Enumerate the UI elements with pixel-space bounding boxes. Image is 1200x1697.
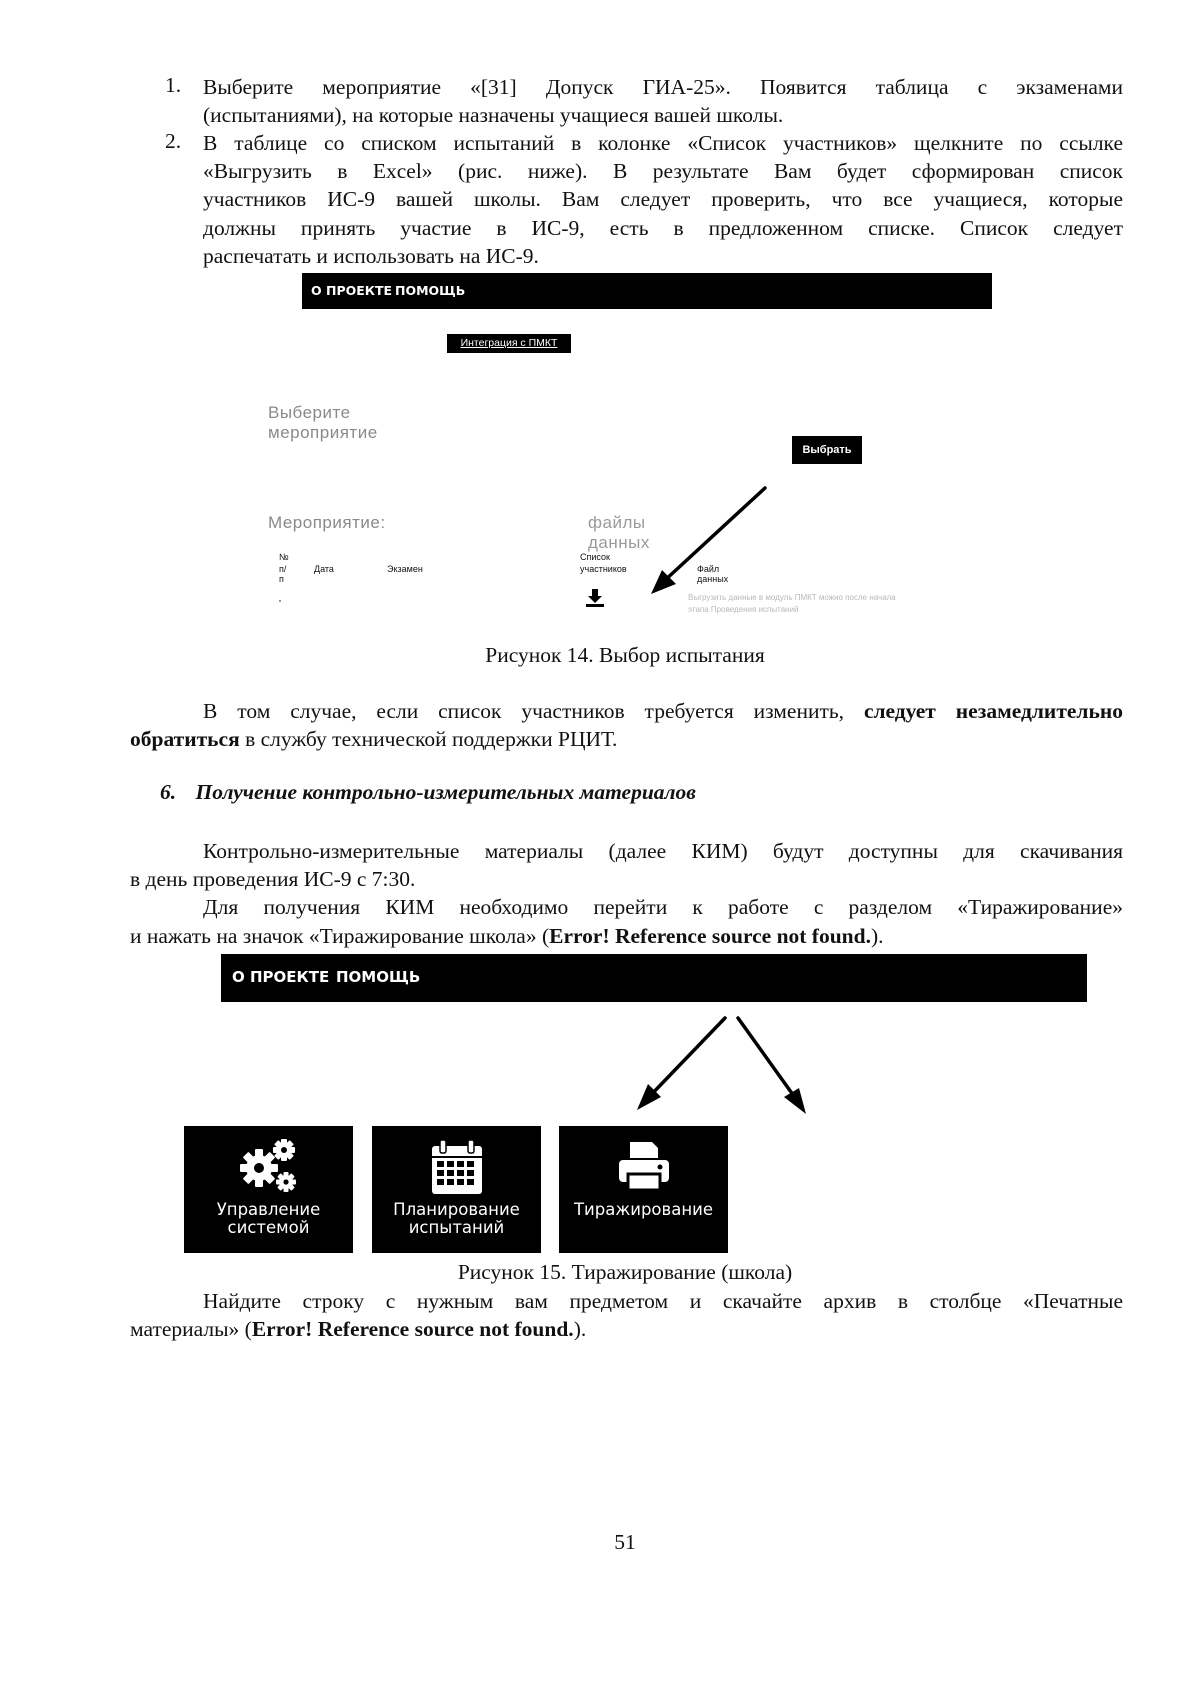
list-item-1-line: (испытаниями), на которые назначены учащиеся вашей школы.: [203, 103, 784, 128]
replication-line-1: Для получения КИМ необходимо перейти к работе с разделом «Тиражирование»: [203, 895, 1123, 920]
col-exam-header: Экзамен: [387, 564, 423, 574]
figure-15-caption: Рисунок 15. Тиражирование (школа): [457, 1260, 793, 1284]
figure-14-caption: Рисунок 14. Выбор испытания: [485, 643, 765, 667]
list-item-2-line: «Выгрузить в Excel» (рис. ниже). В результате Вам будет сформирован список: [203, 159, 1123, 184]
data-file-note-line1: Выгрузить данные в модуль ПМКТ можно после начала: [688, 593, 896, 602]
kim-line: в день проведения ИС-9 с 7:30.: [130, 867, 416, 892]
calendar-icon: [429, 1138, 485, 1196]
tile-label-line2: системой: [227, 1218, 310, 1237]
list-item-2-line: участников ИС-9 вашей школы. Вам следует проверить, что все учащиеся, которые: [203, 187, 1123, 212]
reference-error: Error! Reference source not found.: [549, 923, 871, 948]
nav-about-link[interactable]: О ПРОЕКТЕ: [311, 283, 393, 298]
gears-icon: [237, 1138, 301, 1196]
col-participants-line2: участников: [580, 564, 627, 574]
data-file-note-line2: этапа Проведения испытаний: [688, 605, 799, 614]
data-files-label: файлы данных: [588, 513, 650, 552]
col-participants-line1: Список: [580, 552, 610, 562]
find-paragraph: [130, 1287, 1123, 1343]
event-label: Мероприятие:: [268, 513, 386, 532]
find-line-2: [130, 1315, 1123, 1343]
section-title: Получение контрольно-измерительных материалов: [195, 780, 696, 804]
col-num-line2: п/п: [279, 564, 287, 584]
list-item-1-line: Выберите мероприятие «[31] Допуск ГИА-25». Появится таблица с экзаменами: [203, 75, 1123, 99]
tile-label-line2: испытаний: [408, 1218, 505, 1237]
section-number: 6.: [160, 780, 177, 804]
tile-label-line1: Управление: [216, 1200, 321, 1219]
select-button[interactable]: Выбрать: [792, 436, 862, 464]
list-number-1: 1.: [165, 73, 182, 97]
system-management-tile[interactable]: [184, 1126, 353, 1253]
list-item-2-line: должны принять участие в ИС-9, есть в предложенном списке. Список следует: [203, 215, 1123, 240]
reference-error: Error! Reference source not found.: [251, 1317, 574, 1342]
nav-help-link[interactable]: ПОМОЩЬ: [395, 283, 466, 298]
support-emphasis: обратиться: [130, 727, 240, 752]
find-text: материалы» (: [130, 1317, 252, 1342]
nav-help-link[interactable]: ПОМОЩЬ: [336, 968, 421, 986]
exam-planning-tile[interactable]: [372, 1126, 541, 1253]
find-text: ).: [573, 1317, 587, 1342]
find-line-1: Найдите строку с нужным вам предметом и скачайте архив в столбце «Печатные: [203, 1289, 1123, 1313]
list-item-2-line: распечатать и использовать на ИС-9.: [203, 243, 539, 268]
select-event-label: Выберите мероприятие: [268, 403, 378, 442]
nav-about-link[interactable]: О ПРОЕКТЕ: [232, 968, 330, 986]
col-date-header: Дата: [314, 564, 334, 574]
list-number-2: 2.: [165, 129, 182, 153]
support-emphasis: следует незамедлительно: [863, 699, 1123, 723]
replication-text: ).: [870, 923, 884, 948]
col-data-file-header: Файл данных: [697, 564, 729, 584]
printer-icon: [616, 1140, 672, 1192]
col-num-line1: №: [279, 552, 289, 562]
replication-text: и нажать на значок «Тиражирование школа» (: [130, 923, 550, 948]
tile-label-line1: Планирование: [393, 1200, 520, 1219]
support-text: в службу технической поддержки РЦИТ.: [239, 727, 618, 752]
kim-line: Контрольно-измерительные материалы (далее КИМ) будут доступны для скачивания: [203, 839, 1123, 863]
tile-label: Тиражирование: [573, 1200, 714, 1219]
list-item-2-line: В таблице со списком испытаний в колонке «Список участников» щелкните по ссылке: [203, 131, 1123, 155]
replication-tile[interactable]: [559, 1126, 728, 1253]
page-number: 51: [614, 1530, 636, 1554]
integration-button[interactable]: Интеграция с ПМКТ: [447, 334, 571, 353]
support-text: В том случае, если список участников требуется изменить,: [203, 699, 864, 723]
